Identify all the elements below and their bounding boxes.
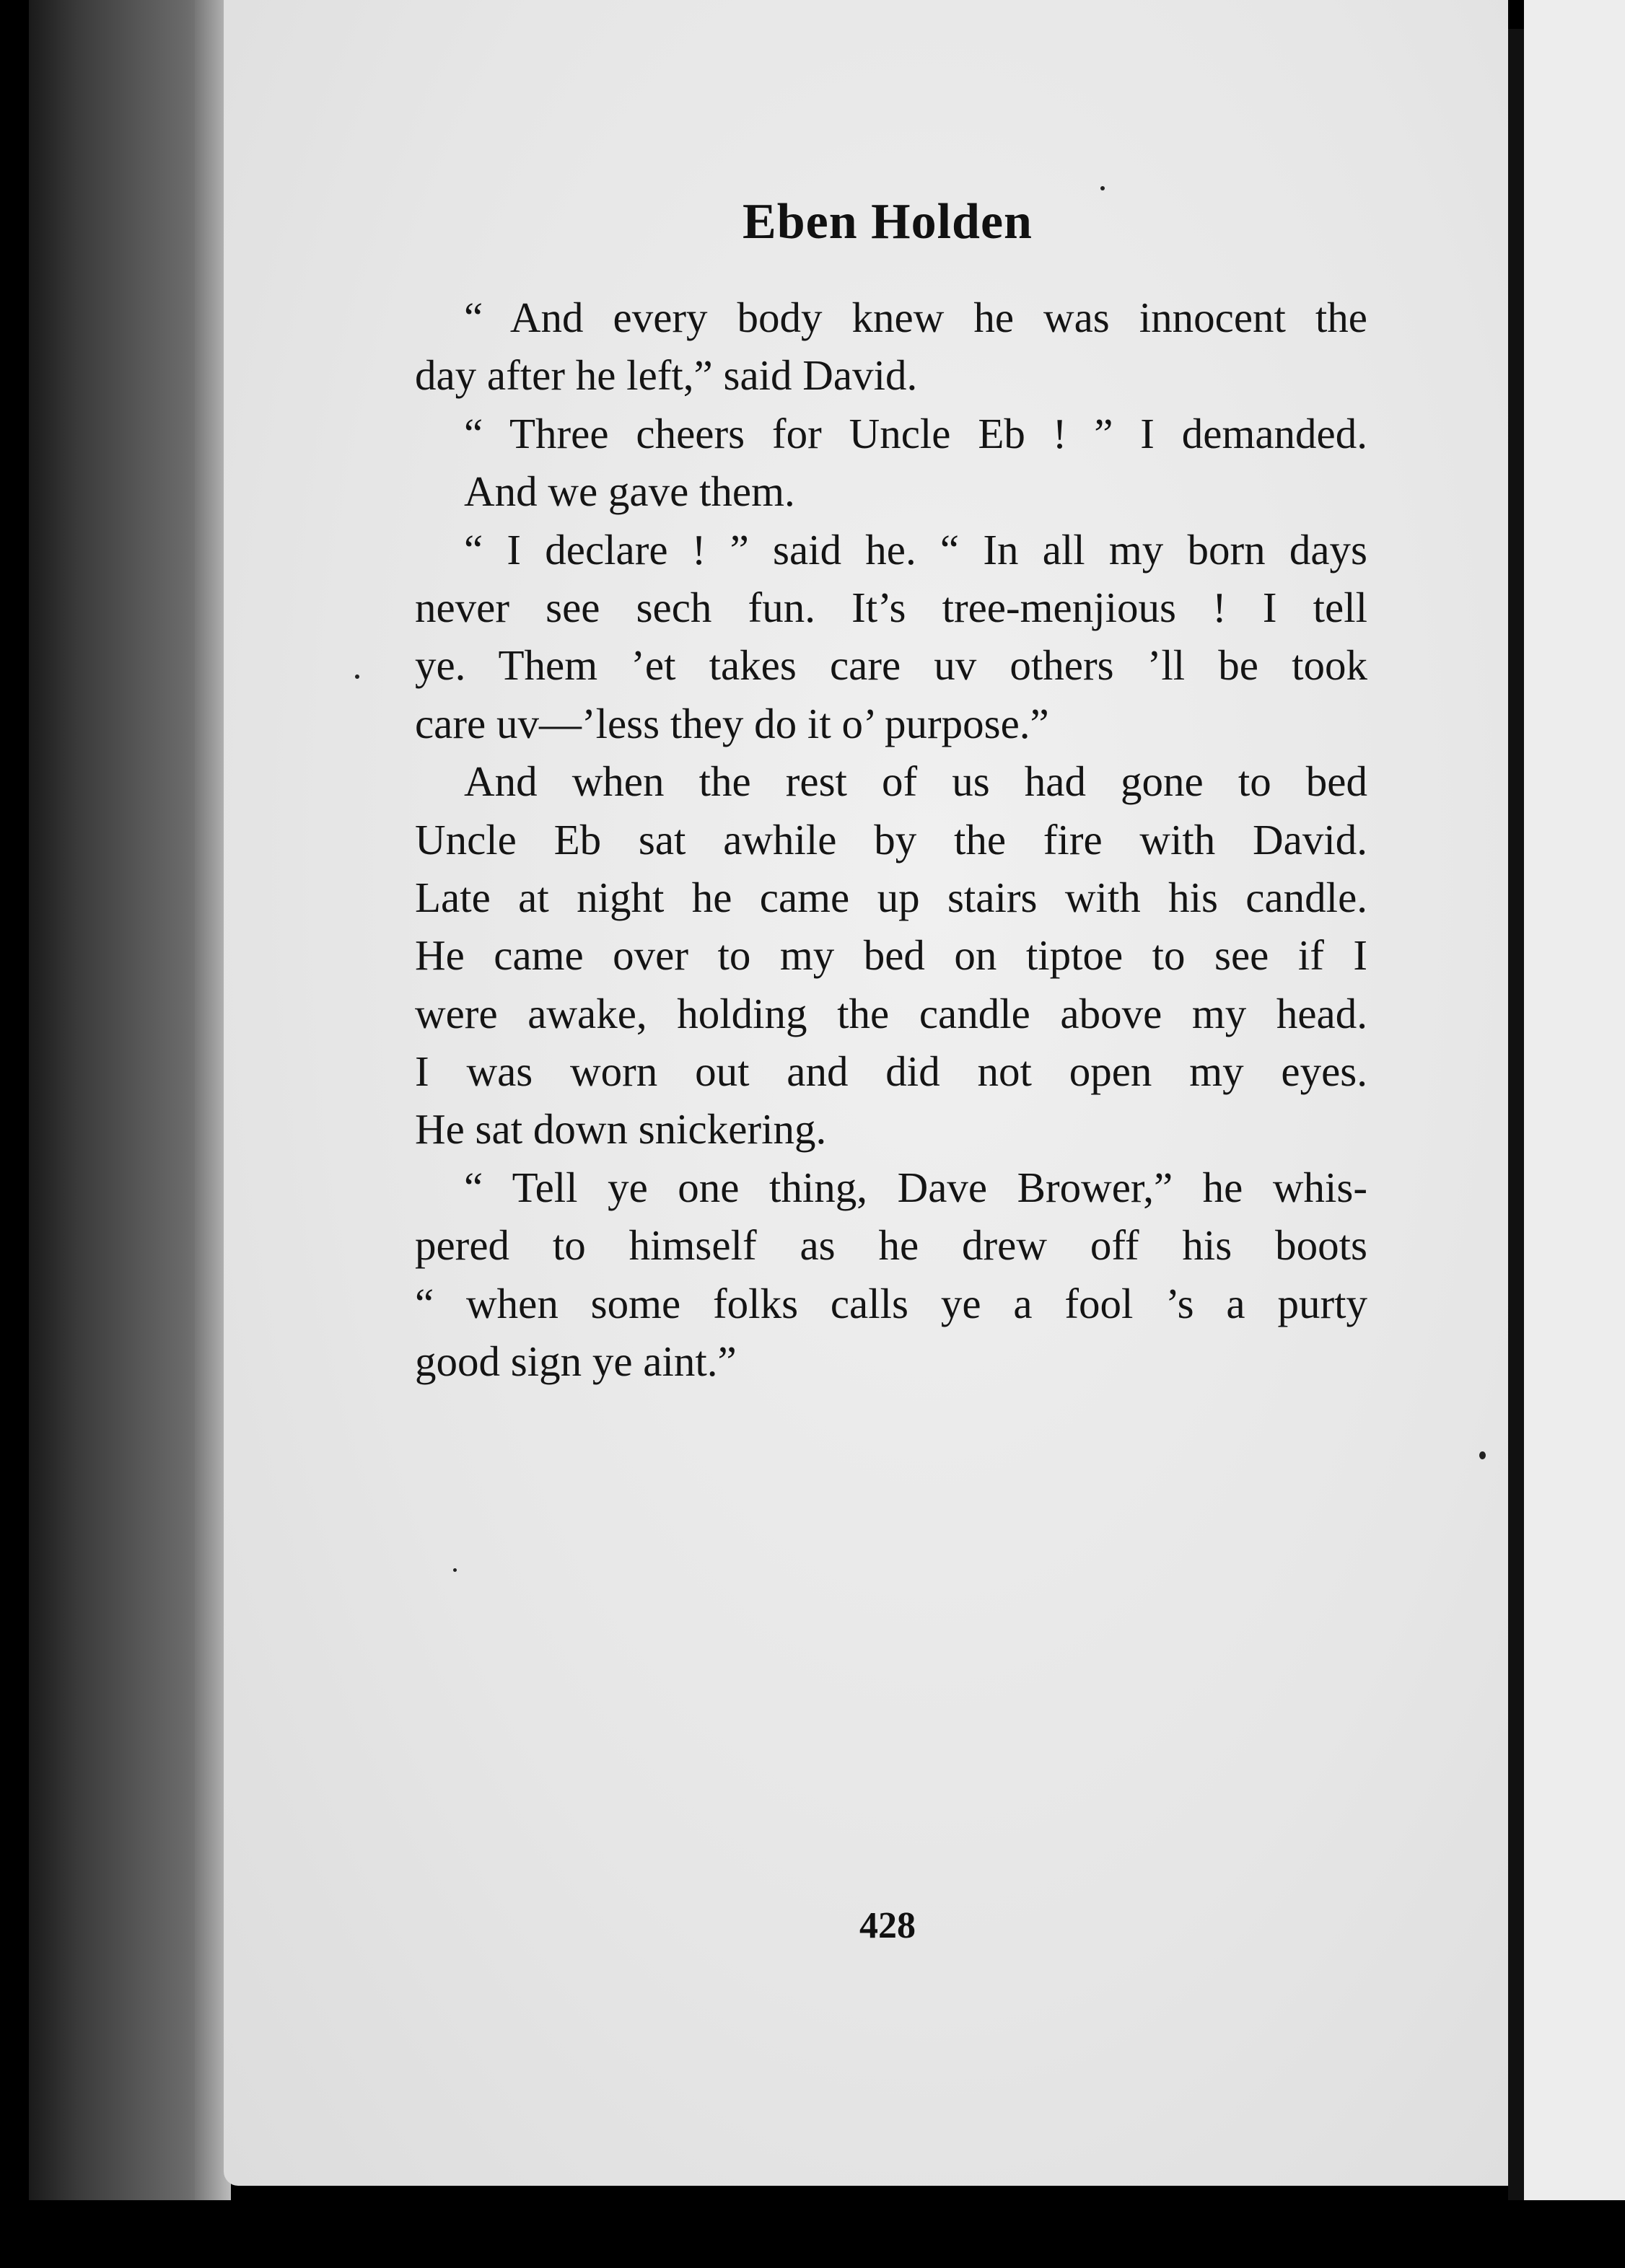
body-text bbox=[415, 289, 1367, 1390]
text-line: ye. Them ’et takes care uv others ’ll be took bbox=[415, 641, 1367, 690]
text-line: He came over to my bed on tiptoe to see if I bbox=[415, 931, 1367, 980]
text-line: “ Tell ye one thing, Dave Brower,” he whis- bbox=[464, 1163, 1367, 1211]
text-line: Uncle Eb sat awhile by the fire with David. bbox=[415, 815, 1367, 863]
facing-page-edge bbox=[1508, 29, 1524, 2215]
text-line: He sat down snickering. bbox=[415, 1105, 827, 1153]
text-line: “ I declare ! ” said he. “ In all my born days bbox=[464, 525, 1367, 573]
text-line: “ Three cheers for Uncle Eb ! ” I demanded. bbox=[464, 409, 1367, 457]
text-line: And we gave them. bbox=[464, 467, 795, 516]
text-line: Late at night he came up stairs with his candle. bbox=[415, 873, 1367, 921]
text-line: never see sech fun. It’s tree-menjious ! I tell bbox=[415, 583, 1367, 631]
scan-speck bbox=[453, 1568, 457, 1572]
facing-page-sliver bbox=[1524, 0, 1625, 2215]
scan-speck bbox=[1479, 1451, 1486, 1459]
text-line: I was worn out and did not open my eyes. bbox=[415, 1047, 1367, 1096]
scan-speck bbox=[355, 674, 359, 679]
text-line: pered to himself as he drew off his boots bbox=[415, 1221, 1367, 1270]
scan-bottom-border bbox=[0, 2200, 1625, 2268]
text-line: were awake, holding the candle above my head. bbox=[415, 989, 1367, 1037]
page-number: 428 bbox=[859, 1905, 916, 1946]
running-head: Eben Holden bbox=[743, 194, 1033, 250]
text-line: good sign ye aint.” bbox=[415, 1337, 737, 1386]
scan-speck bbox=[1100, 186, 1105, 190]
text-line: care uv—’less they do it o’ purpose.” bbox=[415, 699, 1049, 747]
text-line: “ when some folks calls ye a fool ’s a purty bbox=[415, 1279, 1367, 1327]
text-line: And when the rest of us had gone to bed bbox=[464, 757, 1367, 806]
text-line: “ And every body knew he was innocent the bbox=[464, 294, 1367, 341]
text-line: day after he left,” said David. bbox=[415, 351, 918, 400]
